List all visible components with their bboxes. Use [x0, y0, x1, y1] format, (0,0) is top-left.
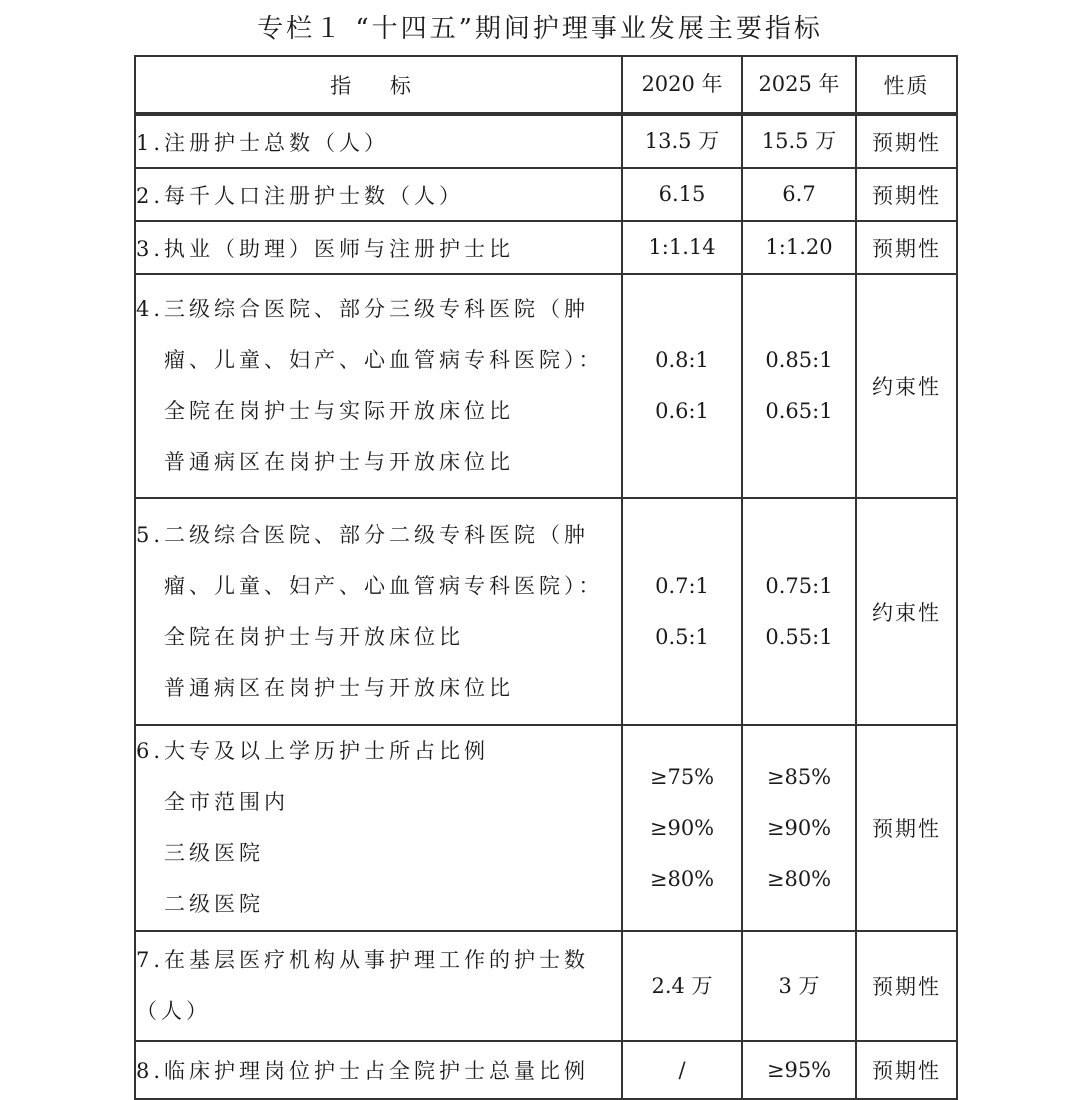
- nature-cell: 预期性: [856, 114, 957, 168]
- indicator-line: 全院在岗护士与实际开放床位比: [164, 399, 514, 423]
- indicator-cell: 2.每千人口注册护士数（人）: [135, 168, 622, 221]
- indicator-cell: [135, 931, 622, 1041]
- value-line: 0.85:1: [765, 348, 833, 372]
- value-2020-cell: 6.15: [622, 168, 742, 221]
- value-line: ≥90%: [766, 815, 832, 840]
- indicator-cell: 8.临床护理岗位护士占全院护士总量比例: [135, 1041, 622, 1099]
- indicator-line: 瘤、儿童、妇产、心血管病专科医院）：: [164, 348, 604, 372]
- table-header-row: [135, 56, 957, 114]
- indicator-line: 全市范围内: [164, 790, 289, 814]
- nature-cell: 预期性: [856, 221, 957, 274]
- indicator-line: 普通病区在岗护士与开放床位比: [164, 450, 514, 474]
- indicator-cell: [135, 498, 622, 725]
- indicator-line: 4.三级综合医院、部分三级专科医院（肿: [136, 297, 590, 321]
- value-line: 0.65:1: [765, 399, 833, 423]
- table-row: [135, 725, 957, 931]
- indicator-line: 5.二级综合医院、部分二级专科医院（肿: [136, 522, 590, 547]
- value-line: ≥85%: [766, 764, 832, 789]
- nature-cell: 约束性: [856, 498, 957, 725]
- value-2025-cell: 6.7: [742, 168, 856, 221]
- indicator-cell: [135, 274, 622, 498]
- table-row: [135, 931, 957, 1041]
- nature-cell: 预期性: [856, 931, 957, 1041]
- table-title: 专栏１ “十四五”期间护理事业发展主要指标: [257, 14, 823, 44]
- header-2020: 2020 年: [622, 56, 742, 114]
- value-2025-cell: 3 万: [742, 931, 856, 1041]
- value-line: 0.75:1: [765, 573, 833, 598]
- value-2020-cell: 1:1.14: [622, 221, 742, 274]
- value-2025-cell: [742, 725, 856, 931]
- indicator-line: 普通病区在岗护士与开放床位比: [164, 675, 514, 700]
- value-2020-cell: [622, 274, 742, 498]
- indicator-cell: [135, 725, 622, 931]
- header-indicator: 指 标: [135, 56, 622, 114]
- indicator-line: 全院在岗护士与开放床位比: [164, 624, 464, 649]
- value-2020-cell: 13.5 万: [622, 114, 742, 168]
- value-2025-cell: 15.5 万: [742, 114, 856, 168]
- indicator-line: 二级医院: [164, 892, 264, 916]
- value-2020-cell: [622, 498, 742, 725]
- value-line: 0.55:1: [765, 624, 833, 649]
- value-line: 0.6:1: [655, 399, 709, 423]
- table-row: [135, 168, 957, 221]
- table-row: [135, 221, 957, 274]
- value-line: ≥80%: [649, 866, 715, 891]
- indicator-line: 7.在基层医疗机构从事护理工作的护士数: [136, 948, 590, 972]
- indicator-line: （人）: [136, 999, 211, 1023]
- table-row: [135, 498, 957, 725]
- header-nature: 性质: [856, 56, 957, 114]
- value-2025-cell: [742, 498, 856, 725]
- value-2020-cell: [622, 725, 742, 931]
- table-row: [135, 1041, 957, 1099]
- table-row: [135, 274, 957, 498]
- value-2025-cell: [742, 274, 856, 498]
- indicator-cell: 1.注册护士总数（人）: [135, 114, 622, 168]
- nature-cell: 约束性: [856, 274, 957, 498]
- value-2020-cell: 2.4 万: [622, 931, 742, 1041]
- value-2020-cell: /: [622, 1041, 742, 1099]
- value-2025-cell: 1:1.20: [742, 221, 856, 274]
- indicator-cell: 3.执业（助理）医师与注册护士比: [135, 221, 622, 274]
- value-2025-cell: ≥95%: [742, 1041, 856, 1099]
- value-line: ≥80%: [766, 866, 832, 891]
- table-row: [135, 114, 957, 168]
- value-line: ≥75%: [649, 764, 715, 789]
- value-line: 0.8:1: [655, 348, 709, 372]
- nature-cell: 预期性: [856, 1041, 957, 1099]
- nature-cell: 预期性: [856, 725, 957, 931]
- indicator-line: 6.大专及以上学历护士所占比例: [136, 739, 490, 763]
- value-line: ≥90%: [649, 815, 715, 840]
- header-2025: 2025 年: [742, 56, 856, 114]
- value-line: 0.7:1: [655, 573, 709, 598]
- value-line: 0.5:1: [655, 624, 709, 649]
- indicators-table: [134, 55, 958, 1100]
- nature-cell: 预期性: [856, 168, 957, 221]
- indicator-line: 瘤、儿童、妇产、心血管病专科医院）：: [164, 573, 604, 598]
- indicator-line: 三级医院: [164, 841, 264, 865]
